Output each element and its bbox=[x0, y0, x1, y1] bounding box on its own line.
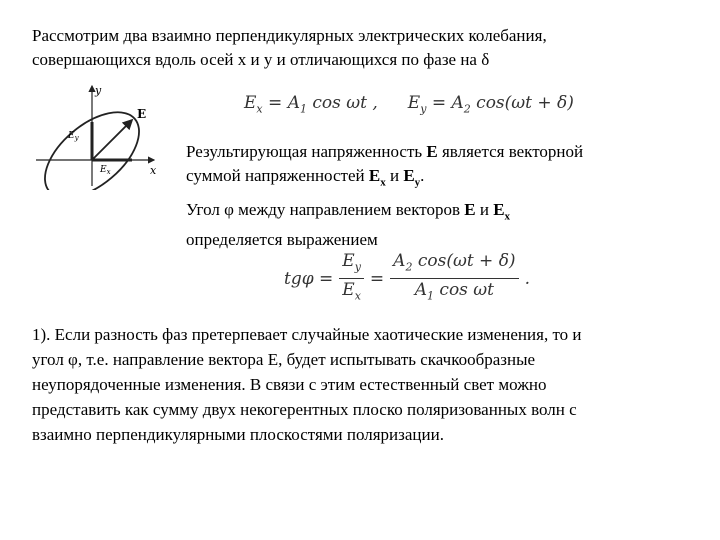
field-ratio-fraction: $\frac{E_y}{E_x}$ bbox=[339, 252, 364, 306]
resultant-description bbox=[186, 140, 696, 194]
equation-lhs: tgφ = bbox=[284, 268, 334, 289]
y-axis-label: y bbox=[95, 84, 102, 97]
ex-label: $E_x$ bbox=[100, 165, 111, 176]
conclusion-line: неупорядоченные изменения. В связи с этим естественный свет можно bbox=[32, 375, 547, 394]
intro-line: совершающихся вдоль осей x и y и отличающихся по фазе на δ bbox=[32, 50, 490, 69]
tangent-equation bbox=[284, 252, 530, 306]
conclusion-line: 1). Если разность фаз претерпевает случайные хаотические изменения, то и bbox=[32, 325, 582, 344]
equals-sign: = bbox=[369, 268, 385, 289]
angle-description bbox=[186, 198, 696, 252]
x-axis-label: x bbox=[150, 164, 157, 177]
angle-line: определяется выражением bbox=[186, 230, 378, 250]
ey-equation: $E_y = A_2$ cos(ωt + δ) bbox=[407, 93, 574, 116]
intro-paragraph bbox=[32, 24, 702, 72]
equation-period: . bbox=[524, 268, 530, 289]
e-vector bbox=[92, 120, 132, 160]
ey-label: $E_y$ bbox=[68, 131, 79, 142]
intro-line: Рассмотрим два взаимно перпендикулярных электрических колебания, bbox=[32, 26, 547, 45]
oscillation-diagram bbox=[28, 80, 178, 190]
angle-line: Угол φ между направлением векторов E и $E_x$ bbox=[186, 200, 511, 223]
ex-equation: $E_x = A_1$ cos ωt , bbox=[244, 93, 378, 116]
oscillation-equations bbox=[244, 93, 574, 115]
description-line: Результирующая напряженность E является векторной bbox=[186, 142, 584, 161]
conclusion-line: представить как сумму двух некогерентных плоско поляризованных волн с bbox=[32, 400, 577, 419]
e-vector-label: E bbox=[137, 107, 147, 121]
amplitude-ratio-fraction: $\frac{A_2 \cos(\omega t + \delta)}{A_1 \cos \omega t}$ bbox=[390, 252, 518, 306]
conclusion-paragraph bbox=[32, 322, 702, 447]
conclusion-line: угол φ, т.е. направление вектора E, будет испытывать скачкообразные bbox=[32, 350, 536, 369]
conclusion-line: взаимно перпендикулярными плоскостями поляризации. bbox=[32, 425, 444, 444]
description-line: суммой напряженностей $E_x$ и $E_y$. bbox=[186, 166, 425, 189]
